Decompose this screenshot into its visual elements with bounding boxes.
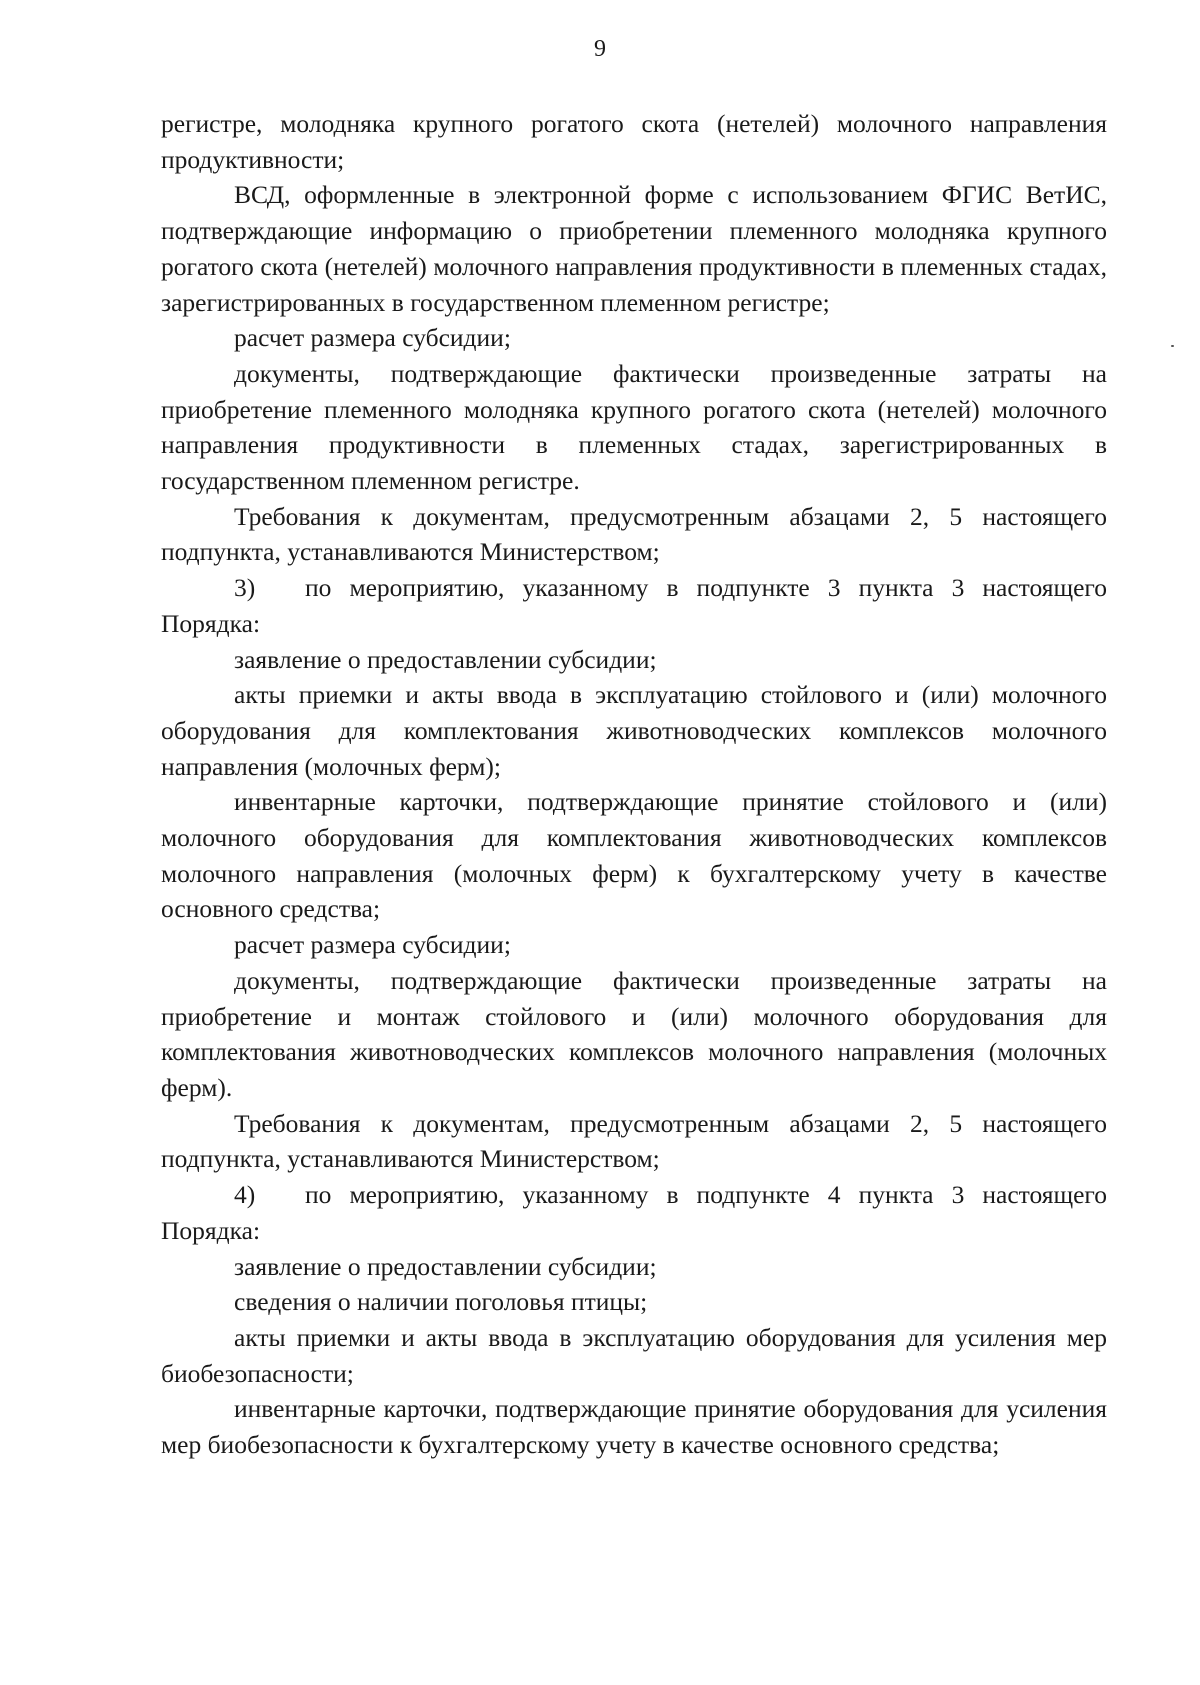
document-body <box>161 106 1107 1463</box>
paragraph: заявление о предоставлении субсидии; <box>234 1251 657 1281</box>
paragraph: акты приемки и акты ввода в эксплуатацию стойлового и (или) молочного оборудования для комплектования животноводческих комплексов молочного направления (молочных ферм); <box>161 680 1107 781</box>
paragraph: инвентарные карточки, подтверждающие принятие стойлового и (или) молочного оборудования для комплектования животноводческих комплексов молочного направления (молочных ферм) к бухгалтерскому учету в качестве основного средства; <box>161 787 1107 924</box>
paragraph: документы, подтверждающие фактически произведенные затраты на приобретение племенного молодняка крупного рогатого скота (нетелей) молочного направления продуктивности в племенных стадах, зарегистрированных в государственном племенном регистре. <box>161 358 1107 496</box>
paragraph: Требования к документам, предусмотренным абзацами 2, 5 настоящего подпункта, устанавливаются Министерством; <box>161 1108 1107 1174</box>
item-number: 3) <box>234 573 256 603</box>
paragraph: ВСД, оформленные в электронной форме с использованием ФГИС ВетИС, подтверждающие информацию о приобретении племенного молодняка крупного рогатого скота (нетелей) молочного направления продуктивности в племенных стадах, зарегистрированных в государственном племенном регистре; <box>161 180 1107 317</box>
paragraph: инвентарные карточки, подтверждающие принятие оборудования для усиления мер биобезопасности к бухгалтерскому учету в качестве основного средства; <box>161 1394 1107 1460</box>
numbered-paragraph: 4) по мероприятию, указанному в подпункте 4 пункта 3 настоящего Порядка: <box>161 1177 1107 1248</box>
paragraph: акты приемки и акты ввода в эксплуатацию оборудования для усиления мер биобезопасности; <box>161 1322 1107 1388</box>
paragraph: расчет размера субсидии; <box>234 930 511 960</box>
paragraph: сведения о наличии поголовья птицы; <box>234 1287 648 1317</box>
paragraph: расчет размера субсидии; <box>234 323 511 353</box>
numbered-paragraph: 3) по мероприятию, указанному в подпункте 3 пункта 3 настоящего Порядка: <box>161 570 1107 641</box>
paragraph: регистре, молодняка крупного рогатого скота (нетелей) молочного направления продуктивности; <box>161 109 1107 174</box>
paragraph: заявление о предоставлении субсидии; <box>234 644 657 674</box>
paragraph: Требования к документам, предусмотренным абзацами 2, 5 настоящего подпункта, устанавливаются Министерством; <box>161 501 1107 567</box>
paragraph: документы, подтверждающие фактически произведенные затраты на приобретение и монтаж стойлового и (или) молочного оборудования для комплектования животноводческих комплексов молочного направления (молочных ферм). <box>161 965 1107 1102</box>
item-number: 4) <box>234 1180 256 1210</box>
page-number: 9 <box>594 36 606 62</box>
scan-speck <box>1171 345 1174 347</box>
